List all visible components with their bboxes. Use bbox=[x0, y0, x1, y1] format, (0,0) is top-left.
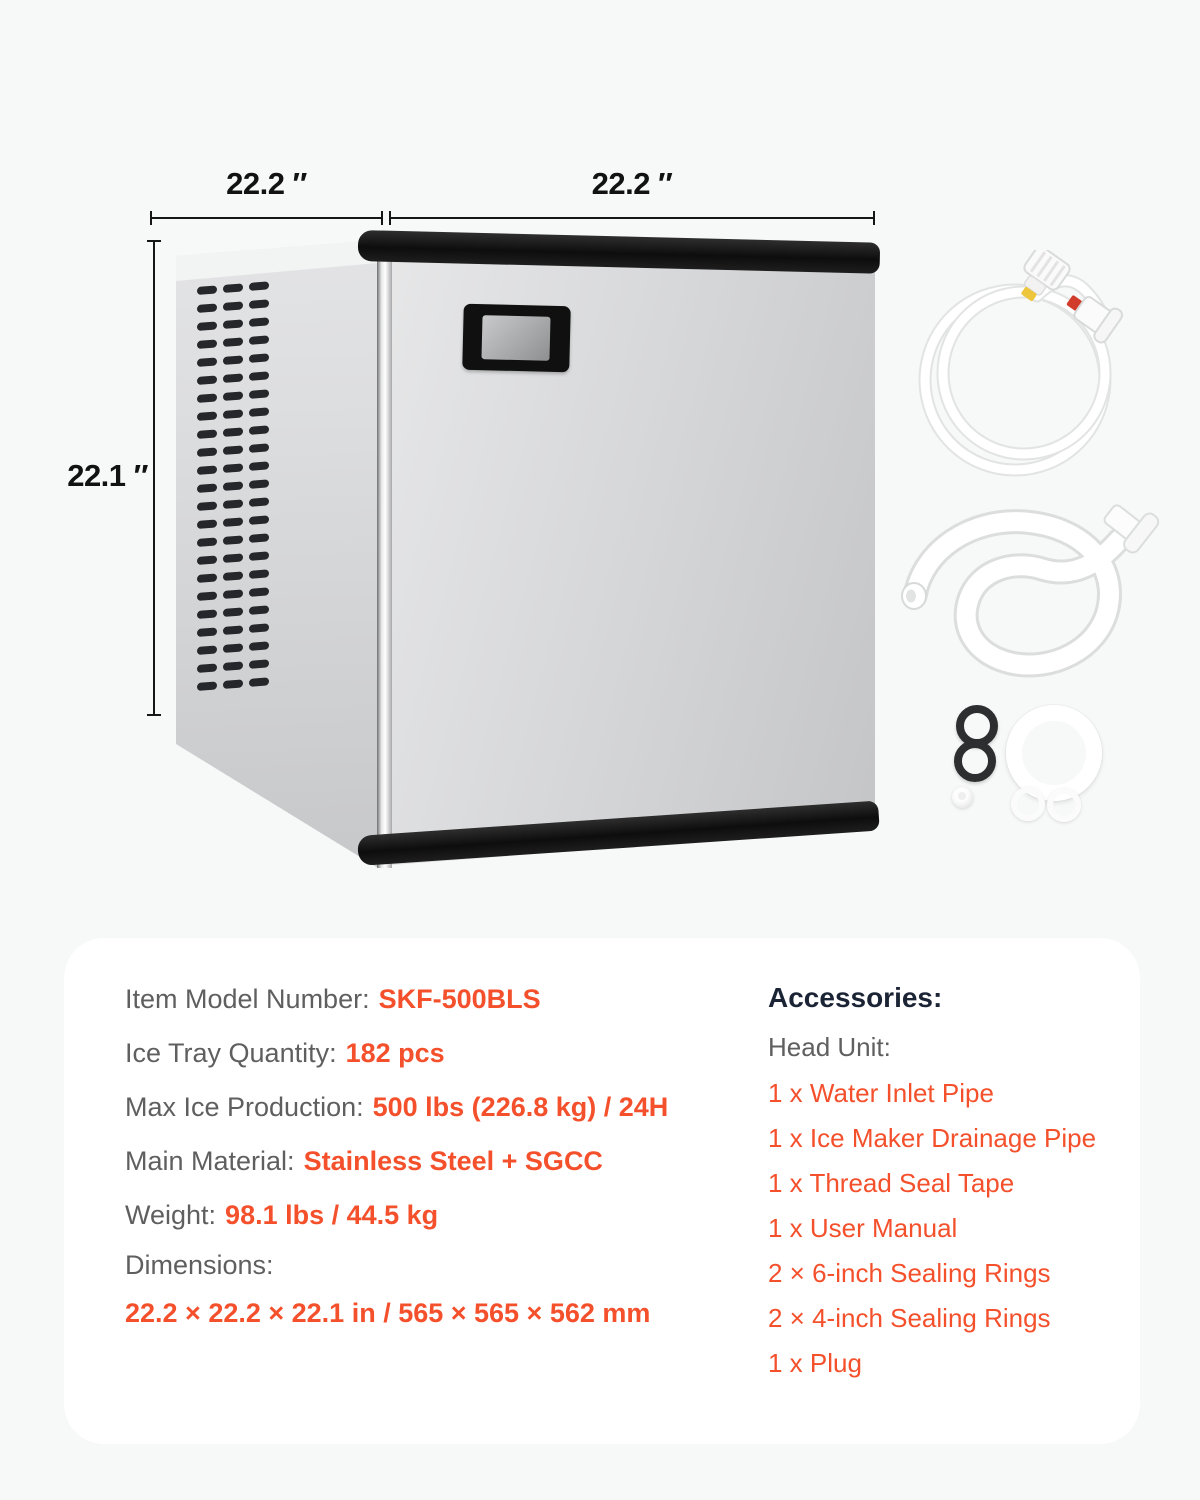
accessory-item: 2 × 6-inch Sealing Rings bbox=[768, 1258, 1051, 1288]
vent-slot bbox=[223, 355, 243, 365]
vent-slot bbox=[249, 425, 269, 435]
vent-slot bbox=[223, 499, 243, 509]
vent-slot bbox=[197, 573, 217, 583]
vent-slot bbox=[197, 339, 217, 349]
vent-slot bbox=[197, 609, 217, 619]
dimension-label-top-right: 22.2 ″ bbox=[591, 166, 673, 201]
vent-slot bbox=[197, 321, 217, 331]
vent-slot bbox=[249, 389, 269, 399]
spec-value: 500 lbs (226.8 kg) / 24H bbox=[372, 1091, 669, 1122]
accessory-item: 1 x Water Inlet Pipe bbox=[768, 1078, 994, 1108]
vent-slot bbox=[249, 443, 269, 453]
vent-slot bbox=[249, 461, 269, 471]
vent-slot bbox=[249, 335, 269, 345]
vent-slot bbox=[249, 587, 269, 597]
vent-slot bbox=[249, 677, 269, 687]
accessory-item: 1 x Plug bbox=[768, 1348, 862, 1378]
spec-label: Main Material: bbox=[125, 1145, 295, 1176]
drainage-pipe-photo bbox=[893, 478, 1168, 693]
spec-label: Weight: bbox=[125, 1199, 217, 1230]
spec-label: Max Ice Production: bbox=[125, 1091, 364, 1122]
vent-slot bbox=[223, 517, 243, 527]
thread-seal-tape-photo bbox=[1006, 705, 1102, 801]
vent-slot bbox=[249, 299, 269, 309]
vent-slot bbox=[223, 553, 243, 563]
accessories-title: Accessories: bbox=[768, 982, 943, 1013]
spec-label: Dimensions: bbox=[125, 1249, 274, 1280]
vent-slot bbox=[249, 551, 269, 561]
spec-row bbox=[125, 1134, 725, 1188]
vent-slot bbox=[249, 641, 269, 651]
water-inlet-pipe-photo bbox=[905, 250, 1135, 480]
spec-panel bbox=[64, 938, 1140, 1444]
vent-slot bbox=[223, 409, 243, 419]
vent-slot bbox=[223, 373, 243, 383]
vent-slot bbox=[197, 393, 217, 403]
spec-list bbox=[125, 972, 725, 1338]
spec-row bbox=[125, 972, 725, 1026]
vent-slot bbox=[249, 317, 269, 327]
vent-slot bbox=[223, 607, 243, 617]
vent-slot bbox=[249, 515, 269, 525]
vent-slot bbox=[197, 627, 217, 637]
vent-slot bbox=[197, 519, 217, 529]
vent-slot bbox=[197, 591, 217, 601]
vent-slot bbox=[249, 659, 269, 669]
vent-slot bbox=[197, 447, 217, 457]
vent-slot bbox=[197, 303, 217, 313]
dimension-label-top-left: 22.2 ″ bbox=[226, 166, 307, 201]
ventilation-grille bbox=[197, 281, 271, 702]
dimension-label-side: 22.1 ″ bbox=[67, 458, 148, 493]
vent-slot bbox=[249, 281, 269, 291]
vent-slot bbox=[197, 375, 217, 385]
vent-slot bbox=[249, 569, 269, 579]
accessory-item: 1 x Ice Maker Drainage Pipe bbox=[768, 1123, 1097, 1153]
vent-slot bbox=[197, 465, 217, 475]
accessory-item: 1 x User Manual bbox=[768, 1213, 958, 1243]
vent-slot bbox=[223, 481, 243, 491]
spec-value: 182 pcs bbox=[345, 1037, 445, 1068]
vent-slot bbox=[197, 555, 217, 565]
sealing-ring-white-2 bbox=[1047, 788, 1081, 822]
vent-slot bbox=[197, 483, 217, 493]
vent-slot bbox=[197, 681, 217, 691]
vent-slot bbox=[249, 623, 269, 633]
spec-row bbox=[125, 1242, 725, 1288]
vent-slot bbox=[197, 429, 217, 439]
vent-slot bbox=[249, 407, 269, 417]
spec-value: 22.2 × 22.2 × 22.1 in / 565 × 565 × 562 mm bbox=[125, 1297, 651, 1328]
vent-slot bbox=[223, 337, 243, 347]
spec-row bbox=[125, 1026, 725, 1080]
display-screen bbox=[481, 315, 550, 361]
vent-slot bbox=[223, 463, 243, 473]
vent-slot bbox=[223, 643, 243, 653]
accessory-item: 2 × 4-inch Sealing Rings bbox=[768, 1303, 1051, 1333]
machine-corner-edge bbox=[377, 236, 392, 868]
spec-label: Item Model Number: bbox=[125, 983, 370, 1014]
vent-slot bbox=[223, 661, 243, 671]
vent-slot bbox=[197, 357, 217, 367]
vent-slot bbox=[223, 589, 243, 599]
sealing-ring-black-2 bbox=[954, 740, 996, 782]
vent-slot bbox=[249, 479, 269, 489]
spec-label: Ice Tray Quantity: bbox=[125, 1037, 337, 1068]
vent-slot bbox=[223, 679, 243, 689]
spec-value: SKF-500BLS bbox=[378, 983, 541, 1014]
vent-slot bbox=[249, 533, 269, 543]
vent-slot bbox=[223, 427, 243, 437]
vent-slot bbox=[223, 625, 243, 635]
accessories-list bbox=[768, 972, 1108, 1386]
vent-slot bbox=[197, 645, 217, 655]
accessories-items bbox=[768, 1071, 1108, 1386]
vent-slot bbox=[223, 283, 243, 293]
vent-slot bbox=[197, 537, 217, 547]
vent-slot bbox=[249, 497, 269, 507]
vent-slot bbox=[223, 391, 243, 401]
vent-slot bbox=[223, 571, 243, 581]
vent-slot bbox=[223, 445, 243, 455]
spec-row bbox=[125, 1288, 725, 1338]
vent-slot bbox=[249, 353, 269, 363]
plug-photo bbox=[952, 787, 973, 808]
vent-slot bbox=[223, 319, 243, 329]
vent-slot bbox=[223, 535, 243, 545]
spec-value: Stainless Steel + SGCC bbox=[303, 1145, 603, 1176]
vent-slot bbox=[197, 411, 217, 421]
spec-row bbox=[125, 1080, 725, 1134]
spec-value: 98.1 lbs / 44.5 kg bbox=[225, 1199, 439, 1230]
vent-slot bbox=[197, 501, 217, 511]
vent-slot bbox=[249, 371, 269, 381]
sealing-ring-white-1 bbox=[1011, 787, 1045, 821]
display-window bbox=[462, 304, 571, 373]
vent-slot bbox=[223, 301, 243, 311]
accessories-subtitle: Head Unit: bbox=[768, 1032, 891, 1062]
spec-row bbox=[125, 1188, 725, 1242]
vent-slot bbox=[197, 285, 217, 295]
vent-slot bbox=[197, 663, 217, 673]
vent-slot bbox=[249, 605, 269, 615]
accessory-item: 1 x Thread Seal Tape bbox=[768, 1168, 1015, 1198]
